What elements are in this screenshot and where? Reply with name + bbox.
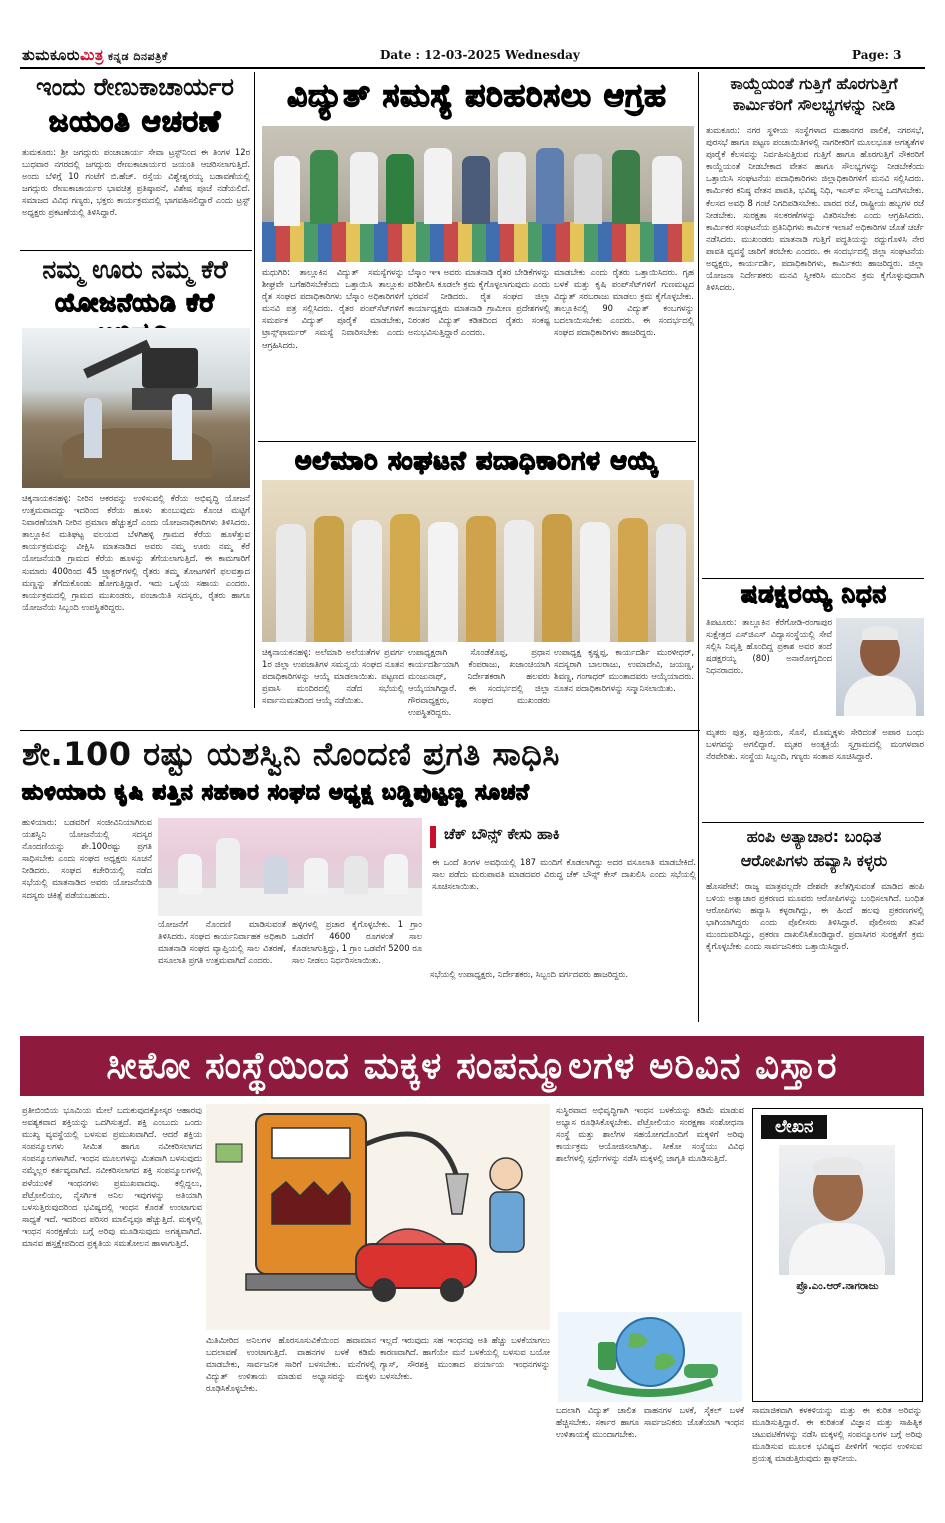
seeko-body-col4b: ಬದಲಾಗಿ ವಿದ್ಯುತ್ ಚಾಲಿತ ವಾಹನಗಳ ಬಳಕೆ, ಸೈಕಲ್ ಬಳಕೆ ಹೆಚ್ಚಿಸಬೇಕು. ಸರ್ಕಾರ ಹಾಗೂ ಸಾರ್ವಜನಿಕರು ಜೊತೆಯಾಗಿ ಇಂಧನ ಉಳಿತಾಯಕ್ಕೆ ಮುಂದಾಗಬೇಕು. xyxy=(556,1405,744,1440)
author-hair xyxy=(813,1157,863,1175)
column-divider xyxy=(254,72,255,708)
vidyut-body-col3: ಮಾಡಬೇಕು ಎಂದು ರೈತರು ಒತ್ತಾಯಿಸಿದರು. ಗೃಹ ಬಳಕೆ ಮತ್ತು ಕೃಷಿ ಪಂಪ್‌ಸೆಟ್‌ಗಳಿಗೆ ಗುಣಮಟ್ಟದ ವಿದ್ಯುತ್ ಸರಬರಾಜು ಮಾಡಲು ಕ್ರಮ ಕೈಗೊಳ್ಳಬೇಕು. ತಾಲ್ಲೂಕಿನಲ್ಲಿ 90 ವಿದ್ಯುತ್ ಕಂಬಗಳನ್ನು ಬದಲಾಯಿಸಬೇಕು ಎಂದರು. ಈ ಸಂದರ್ಭದಲ್ಲಿ ಸಂಘದ ಪದಾಧಿಕಾರಿಗಳು ಹಾಜರಿದ್ದರು. xyxy=(554,267,694,338)
seeko-body-col5: ಸಾಮಾಜಿಕವಾಗಿ ಕಳಕಳಿಯನ್ನು ಮತ್ತು ಈ ಕುರಿತ ಅರಿವನ್ನು ಮೂಡಿಸುತ್ತಿದ್ದಾರೆ. ಈ ಕುರಿತಂತೆ ವಿಜ್ಞಾನ ಮತ್ತು ಸಾಹಿತ್ಯಿಕ ಚಟುವಟಿಕೆಗಳನ್ನು ನಡೆಸಿ ಮಕ್ಕಳಲ್ಲಿ ಸಂಪನ್ಮೂಲಗಳ ಬಗ್ಗೆ ಅರಿವು ಮೂಡಿಸುವ ಮೂಲಕ ಭವಿಷ್ಯದ ಪೀಳಿಗೆಗೆ ಇಂಧನ ಉಳಿಸುವ ಪ್ರಯತ್ನ ಮಾಡುತ್ತಿರುವುದು ಶ್ಲಾಘನೀಯ. xyxy=(752,1405,922,1464)
person-photo xyxy=(580,522,610,642)
author-portrait xyxy=(779,1145,895,1275)
masthead-title xyxy=(22,46,168,64)
pragati-photo xyxy=(158,818,422,916)
kere-headline-2: ಯೋಜನೆಯಡಿ ಕೆರೆ xyxy=(55,288,215,317)
person-photo xyxy=(386,154,414,224)
article-divider xyxy=(702,578,924,579)
cheque-box xyxy=(430,822,696,962)
author-name: ಪ್ರೊ.ಎಂ.ಆರ್.ನಾಗರಾಜು xyxy=(796,1281,879,1292)
paper-name: ತುಮಕೂರು xyxy=(22,46,81,64)
seeko-body-col2: ಮಿತಿಮೀರಿದ ಅನಿಲಗಳ ಹೊರಸೂಸುವಿಕೆಯಿಂದ ಹವಾಮಾನ ಬದಲಾವಣೆ ಉಂಟಾಗುತ್ತಿದೆ. ವಾಹನಗಳ ಬಳಕೆ ಕಡಿಮೆ ಮಾಡಬೇಕು, ಸಾರ್ವಜನಿಕ ಸಾರಿಗೆ ಬಳಸಬೇಕು. ಮನೆಗಳಲ್ಲಿ ವಿದ್ಯುತ್ ಉಳಿತಾಯ ಮಾಡುವ ಅಭ್ಯಾಸವನ್ನು ಮಕ್ಕಳು ರೂಢಿಸಿಕೊಳ್ಳಬೇಕು. xyxy=(206,1335,376,1394)
person-photo xyxy=(276,524,306,642)
person-photo xyxy=(350,152,378,224)
hampi-body: ಹೊಸಪೇಟೆ: ರಾಜ್ಯ ಮಾತ್ರವಲ್ಲದೇ ದೇಶವೇ ತಲೆತಗ್ಗಿಸುವಂತೆ ಮಾಡಿದ ಹಂಪಿ ಬಳಿಯ ಅತ್ಯಾಚಾರ ಪ್ರಕರಣದ ಮೂವರು ಆರೋಪಿಗಳನ್ನು ಬಂಧಿಸಲಾಗಿದೆ. ಬಂಧಿತ ಆರೋಪಿಗಳು ಹವ್ಯಾಸಿ ಕಳ್ಳರಾಗಿದ್ದು, ಈ ಹಿಂದೆ ಹಲವು ಪ್ರಕರಣಗಳಲ್ಲಿ ಭಾಗಿಯಾಗಿದ್ದರು ಎಂದು ಪೊಲೀಸರು ತಿಳಿಸಿದ್ದಾರೆ. ಪೊಲೀಸರು ತನಿಖೆ ಮುಂದುವರಿಸಿದ್ದು, ಪ್ರಕರಣ ದಾಖಲಿಸಿಕೊಂಡಿದ್ದಾರೆ. ಪ್ರವಾಸಿಗರ ಸುರಕ್ಷತೆಗೆ ಕ್ರಮ ಕೈಗೊಳ್ಳಬೇಕು ಎಂದು ಸಾರ್ವಜನಿಕರು ಒತ್ತಾಯಿಸಿದ್ದಾರೆ. xyxy=(706,881,924,952)
vidyut-body-col2: ಬೆಸ್ಕಾಂ ಇಇ ಅವರು ಮಾತನಾಡಿ ರೈತರ ಬೇಡಿಕೆಗಳನ್ನು ಪರಿಶೀಲಿಸಿ ಕೂಡಲೇ ಕ್ರಮ ಕೈಗೊಳ್ಳಲಾಗುವುದು ಎಂದು ಭರವಸೆ ನೀಡಿದರು. ರೈತ ಸಂಘದ ಜಿಲ್ಲಾ ಕಾರ್ಯಾಧ್ಯಕ್ಷರು ಮಾತನಾಡಿ ಗ್ರಾಮೀಣ ಪ್ರದೇಶಗಳಲ್ಲಿ ನಿರಂತರ ವಿದ್ಯುತ್ ಕಡಿತದಿಂದ ರೈತರು ಸಂಕಷ್ಟ ಅನುಭವಿಸುತ್ತಿದ್ದಾರೆ ಎಂದರು. xyxy=(408,267,550,338)
person-photo xyxy=(498,152,526,224)
person-photo xyxy=(84,398,102,458)
alemari-body-col3: ಉಪಾಧ್ಯಕ್ಷ ಕೃಷ್ಣಪ್ಪ, ಕಾರ್ಯದರ್ಶಿ ಮುರಳೀಧರ್, ಸದಸ್ಯರಾಗಿ ಬಾಲರಾಜು, ಉಮಾದೇವಿ, ಜಯಣ್ಣ, ಶಿವಣ್ಣ, ಗಂಗಾಧರ್ ಮುಂತಾದವರು ಆಯ್ಕೆಯಾದರು. ನೂತನ ಪದಾಧಿಕಾರಿಗಳನ್ನು ಸನ್ಮಾನಿಸಲಾಯಿತು. xyxy=(554,647,694,694)
column-divider xyxy=(698,72,699,1022)
fuel-pump-illustration xyxy=(206,1104,550,1330)
shadakshari-portrait xyxy=(836,618,924,716)
kere-body: ಚಿಕ್ಕನಾಯಕನಹಳ್ಳಿ: ನೀರಿನ ಆಕರವನ್ನು ಉಳಿಸುವಲ್ಲಿ ಕೆರೆಯ ಅಭಿವೃದ್ಧಿ ಯೋಜನೆ ಉತ್ತಮವಾದದ್ದು ಇದರಿಂದ ಕೆರೆಯ ಹೂಳು ತುಂಬುವುದು ಕೊಂಚ ಮಟ್ಟಿಗೆ ನಿವಾರಣೆಯಾಗಿ ನೀರಿನ ಪ್ರಮಾಣ ಹೆಚ್ಚುತ್ತದೆ ಎಂದು ಯೋಜನಾಧಿಕಾರಿಗಳು ತಿಳಿಸಿದರು. ತಾಲ್ಲೂಕಿನ ಮತಿಘಟ್ಟ ವಲಯದ ಬೆಳಗಿಹಳ್ಳಿ ಗ್ರಾಮದ ಕೆರೆಯ ಹೂಳೆತ್ತುವ ಕಾರ್ಯಕ್ರಮವನ್ನು ವೀಕ್ಷಿಸಿ ಮಾತನಾಡಿದ ಅವರು ನಮ್ಮ ಊರು ನಮ್ಮ ಕೆರೆ ಯೋಜನೆಯಡಿ ಗ್ರಾಮದ ಕೆರೆಯ ಹೂಳನ್ನು ತೆಗೆಯಲಾಗುತ್ತಿದೆ. ಈ ಕಾಮಗಾರಿಗೆ ಸುಮಾರು 400ರಿಂದ 45 ಟ್ರ್ಯಾಕ್ಟರ್‌ಗಳಲ್ಲಿ ರೈತರು ತಮ್ಮ ತೋಟಗಳಿಗೆ ಫಲವತ್ತಾದ ಮಣ್ಣನ್ನು ತೆಗೆದುಕೊಂಡು ಹೋಗುತ್ತಿದ್ದಾರೆ. ಇದು ಒಳ್ಳೆಯ ಸಹಾಯ ಎಂದರು. ಕಾರ್ಯಕ್ರಮದಲ್ಲಿ ಗ್ರಾಮದ ಮುಖಂಡರು, ಪಂಚಾಯಿತಿ ಸದಸ್ಯರು, ರೈತರು ಹಾಗೂ ಯೋಜನೆಯ ಸಿಬ್ಬಂದಿ ಉಪಸ್ಥಿತರಿದ್ದರು. xyxy=(22,493,250,612)
fuel-pump-drawing xyxy=(206,1104,550,1330)
alemari-body-col1: ಚಿಕ್ಕನಾಯಕನಹಳ್ಳಿ: ಅಲೆಮಾರಿ ಅಲೆಯತೆಗಳ ಪ್ರವರ್ಗ 1ರ ಜಿಲ್ಲಾ ಉಪಜಾತಿಗಳ ಸಮನ್ವಯ ಸಂಘದ ನೂತನ ಪದಾಧಿಕಾರಿಗಳನ್ನು ಆಯ್ಕೆ ಮಾಡಲಾಯಿತು. ಪಟ್ಟಣದ ಪ್ರವಾಸಿ ಮಂದಿರದಲ್ಲಿ ನಡೆದ ಸಭೆಯಲ್ಲಿ ಸರ್ವಾನುಮತದಿಂದ ಆಯ್ಕೆ ನಡೆಯಿತು. xyxy=(262,647,404,706)
article-divider xyxy=(20,250,252,251)
excavator-arm xyxy=(83,340,151,379)
paper-subtitle: ಕನ್ನಡ ದಿನಪತ್ರಿಕೆ xyxy=(107,50,168,63)
shadakshari-body-bottom: ಮೃತರು ಪುತ್ರ, ಪುತ್ರಿಯರು, ಸೊಸೆ, ಮೊಮ್ಮಕ್ಕಳು ಸೇರಿದಂತೆ ಅಪಾರ ಬಂಧು ಬಳಗವನ್ನು ಅಗಲಿದ್ದಾರೆ. ಮೃತರ ಅಂತ್ಯಕ್ರಿಯೆ ಸ್ವಗ್ರಾಮದಲ್ಲಿ ಮಂಗಳವಾರ ನೆರವೇರಿತು. ಸಂಸ್ಥೆಯ ಸಿಬ್ಬಂದಿ, ಗಣ್ಯರು ಸಂತಾಪ ಸೂಚಿಸಿದ್ದಾರೆ. xyxy=(706,727,924,762)
person-photo xyxy=(264,856,288,894)
person-photo xyxy=(542,514,572,642)
portrait-hair xyxy=(862,626,898,640)
vidyut-headline: ವಿದ್ಯುತ್ ಸಮಸ್ಯೆ ಪರಿಹರಿಸಲು ಆಗ್ರಹ xyxy=(287,78,667,114)
renuka-headline-2: ಜಯಂತಿ ಆಚರಣೆ xyxy=(48,104,222,138)
kere-headline-1: ನಮ್ಮ ಊರು ನಮ್ಮ ಕೆರೆ xyxy=(42,255,228,284)
person-photo xyxy=(466,516,496,642)
masthead-rule xyxy=(20,67,925,69)
renuka-body: ತುಮಕೂರು: ಶ್ರೀ ಜಗದ್ಗುರು ಪಂಚಾಚಾರ್ಯ ಸೇವಾ ಟ್ರಸ್ಟ್‌ನಿಂದ ಈ ತಿಂಗಳ 12ರ ಬುಧವಾರ ನಗರದಲ್ಲಿ ಜಗದ್ಗುರು ರೇಣುಕಾಚಾರ್ಯರ ಜಯಂತಿ ಆಚರಿಸಲಾಗುತ್ತಿದೆ. ಅಂದು ಬೆಳಿಗ್ಗೆ 10 ಗಂಟೆಗೆ ಬಿ.ಹೆಚ್. ರಸ್ತೆಯ ವಿಶ್ವೇಶ್ವರಯ್ಯ ಬಡಾವಣೆಯಲ್ಲಿ ಜಗದ್ಗುರು ರೇಣುಕಾಚಾರ್ಯರ ಭಾವಚಿತ್ರ ಪ್ರತಿಷ್ಠಾಪನೆ, ವಿಶೇಷ ಪೂಜೆ ನಡೆಯಲಿದೆ. ಸಮಾಜದ ವಿವಿಧ ಗಣ್ಯರು, ಭಕ್ತರು ಕಾರ್ಯಕ್ರಮದಲ್ಲಿ ಭಾಗವಹಿಸಲಿದ್ದಾರೆ ಎಂದು ಟ್ರಸ್ಟ್ ಅಧ್ಯಕ್ಷರು ಪ್ರಕಟಣೆಯಲ್ಲಿ ತಿಳಿಸಿದ್ದಾರೆ. xyxy=(22,147,250,218)
shadakshari-body-top: ತಿಪಟೂರು: ತಾಲ್ಲೂಕಿನ ಕೆರೆಗೋಡಿ-ರಂಗಾಪುರ ಸುಕ್ಷೇತ್ರದ ಎಸ್‌ಜಿಎಸ್ ವಿದ್ಯಾಸಂಸ್ಥೆಯಲ್ಲಿ ಸೇವೆ ಸಲ್ಲಿಸಿ ನಿವೃತ್ತಿ ಹೊಂದಿದ್ದ ಪ್ರಕಾಶ ಅವರ ತಂದೆ ಷಡಕ್ಷರಯ್ಯ (80) ಅನಾರೋಗ್ಯದಿಂದ ನಿಧನರಾದರು. xyxy=(706,617,832,676)
issue-date: Date : 12-03-2025 Wednesday xyxy=(380,48,580,62)
article-divider xyxy=(702,822,924,823)
page-number: Page: 3 xyxy=(852,48,902,62)
alemari-photo xyxy=(262,480,694,642)
person-photo xyxy=(172,394,192,460)
striped-table-cloth xyxy=(262,222,694,262)
karmika-headline-2: ಕಾರ್ಮಿಕರಿಗೆ ಸೌಲಭ್ಯಗಳನ್ನು ನೀಡಿ xyxy=(732,96,896,114)
shadakshari-headline: ಷಡಕ್ಷರಯ್ಯ ನಿಧನ xyxy=(741,580,887,608)
paper-name-red: ಮಿತ್ರ xyxy=(80,46,104,64)
person-photo xyxy=(574,154,602,224)
portrait-shirt xyxy=(844,676,916,716)
lekhana-box xyxy=(752,1108,923,1402)
person-photo xyxy=(310,150,338,224)
pragati-subheadline: ಹುಳಿಯಾರು ಕೃಷಿ ಪತ್ತಿನ ಸಹಕಾರ ಸಂಘದ ಅಧ್ಯಕ್ಷ ಬಡ್ಡಿಪುಟ್ಟಣ್ಣ ಸೂಚನೆ xyxy=(22,780,530,804)
pragati-body-col1: ಹುಳಿಯಾರು: ಬಡವರಿಗೆ ಸಂಜೀವಿನಿಯಾಗಿರುವ ಯಶಸ್ವಿನಿ ಯೋಜನೆಯಲ್ಲಿ ಸದಸ್ಯರ ನೊಂದಣಿಯನ್ನು ಶೇ.100ರಷ್ಟು ಪ್ರಗತಿ ಸಾಧಿಸಬೇಕು ಎಂದು ಸಂಘದ ಅಧ್ಯಕ್ಷರು ಸೂಚನೆ ನೀಡಿದರು. ಸಂಘದ ಕಚೇರಿಯಲ್ಲಿ ನಡೆದ ಸಭೆಯಲ್ಲಿ ಮಾತನಾಡಿದ ಅವರು ಯೋಜನೆಯಡಿ ಸದಸ್ಯರು ಚಿಕಿತ್ಸೆ ಪಡೆಯಬಹುದು. xyxy=(22,817,152,900)
vidyut-body-col1: ಮಧುಗಿರಿ: ತಾಲ್ಲೂಕಿನ ವಿದ್ಯುತ್ ಸಮಸ್ಯೆಗಳನ್ನು ಶೀಘ್ರವೇ ಬಗೆಹರಿಸಬೇಕೆಂದು ಒತ್ತಾಯಿಸಿ ತಾಲ್ಲೂಕು ರೈತ ಸಂಘದ ಪದಾಧಿಕಾರಿಗಳು ಬೆಸ್ಕಾಂ ಅಧಿಕಾರಿಗಳಿಗೆ ಮನವಿ ಪತ್ರ ಸಲ್ಲಿಸಿದರು. ರೈತರ ಪಂಪ್‌ಸೆಟ್‌ಗಳಿಗೆ ಸಮರ್ಪಕ ವಿದ್ಯುತ್ ಪೂರೈಕೆ ಮಾಡಬೇಕು, ಟ್ರಾನ್ಸ್‌ಫಾರ್ಮರ್ ಸಮಸ್ಯೆ ನಿವಾರಿಸಬೇಕು ಎಂದು ಆಗ್ರಹಿಸಿದರು. xyxy=(262,267,404,350)
person-photo xyxy=(536,148,564,224)
person-photo xyxy=(612,150,640,224)
globe-drawing xyxy=(558,1312,742,1402)
seeko-banner: ಸೀಕೋ ಸಂಸ್ಥೆಯಿಂದ ಮಕ್ಕಳ ಸಂಪನ್ಮೂಲಗಳ ಅರಿವಿನ ವಿಸ್ತಾರ xyxy=(20,1036,924,1096)
alemari-headline: ಅಲೆಮಾರಿ ಸಂಘಟನೆ ಪದಾಧಿಕಾರಿಗಳ ಆಯ್ಕೆ xyxy=(294,446,660,475)
author-shirt xyxy=(789,1223,885,1275)
hampi-headline-1: ಹಂಪಿ ಅತ್ಯಾಚಾರ: ಬಂಧಿತ xyxy=(746,827,882,846)
globe-illustration xyxy=(558,1312,742,1402)
article-divider xyxy=(20,730,700,731)
person-photo xyxy=(504,520,534,642)
pragati-body-col4: ಸಭೆಯಲ್ಲಿ ಉಪಾಧ್ಯಕ್ಷರು, ನಿರ್ದೇಶಕರು, ಸಿಬ್ಬಂದಿ ವರ್ಗದವರು ಹಾಜರಿದ್ದರು. xyxy=(430,969,629,979)
kere-photo xyxy=(22,328,250,488)
seeko-body-col1: ಪ್ರತೀಬಿಂಬಿಯ ಭೂಮಿಯ ಮೇಲೆ ಬದುಕುವುದಕ್ಕೋಸ್ಕರ ಆಹಾರವು ಅವಶ್ಯಕವಾದ ಶಕ್ತಿಯನ್ನು ಒದಗಿಸುತ್ತದೆ. ಶಕ್ತಿ ಎಂಬುದು ಒಂದು ಮುಖ್ಯ ವ್ಯವಸ್ಥೆಯಲ್ಲಿ ಬಳಸುವ ಪ್ರಮುಖವಾಗಿದೆ. ಆದರೆ ಶಕ್ತಿಯ ಸಂಪನ್ಮೂಲಗಳು ಸೀಮಿತ ಹಾಗೂ ನವೀಕರಿಸಲಾಗದ ಸಂಪನ್ಮೂಲಗಳಾಗಿವೆ. ಇಂಧನ ಮೂಲಗಳನ್ನು ಮಿತವಾಗಿ ಬಳಸುವುದು ನಮ್ಮೆಲ್ಲರ ಕರ್ತವ್ಯವಾಗಿದೆ. ನವೀಕರಿಸಲಾಗದ ಶಕ್ತಿ ಸಂಪನ್ಮೂಲಗಳಲ್ಲಿ ಪಳೆಯುಳಿಕೆ ಇಂಧನಗಳು ಪ್ರಮುಖವಾದವು. ಕಲ್ಲಿದ್ದಲು, ಪೆಟ್ರೋಲಿಯಂ, ನೈಸರ್ಗಿಕ ಅನಿಲ ಇವುಗಳನ್ನು ಅತಿಯಾಗಿ ಬಳಸುತ್ತಿರುವುದರಿಂದ ಭವಿಷ್ಯದಲ್ಲಿ ಇಂಧನ ಕೊರತೆ ಉಂಟಾಗುವ ಸಾಧ್ಯತೆ ಇದೆ. ಇದರಿಂದ ಪರಿಸರ ಮಾಲಿನ್ಯವೂ ಹೆಚ್ಚುತ್ತಿದೆ. ಮಕ್ಕಳಲ್ಲಿ ಇಂಧನ ಸಂರಕ್ಷಣೆಯ ಬಗ್ಗೆ ಅರಿವು ಮೂಡಿಸುವುದು ಅಗತ್ಯವಾಗಿದೆ. ಮಾನವ ಹಸ್ತಕ್ಷೇಪದಿಂದ ಪ್ರಕೃತಿಯ ಸಮತೋಲನ ಹಾಳಾಗುತ್ತಿದೆ. xyxy=(22,1105,202,1249)
person-photo xyxy=(274,156,300,226)
person-photo xyxy=(216,838,240,894)
seeko-body-col4: ಸುಸ್ಥಿರವಾದ ಅಭಿವೃದ್ಧಿಗಾಗಿ ಇಂಧನ ಬಳಕೆಯನ್ನು ಕಡಿಮೆ ಮಾಡುವ ಅಭ್ಯಾಸ ರೂಢಿಸಿಕೊಳ್ಳಬೇಕು. ಪೆಟ್ರೋಲಿಯಂ ಸಂರಕ್ಷಣಾ ಸಂಶೋಧನಾ ಸಂಸ್ಥೆ ಮತ್ತು ಶಾಲೆಗಳ ಸಹಯೋಗದೊಂದಿಗೆ ಮಕ್ಕಳಿಗೆ ಅರಿವು ಕಾರ್ಯಕ್ರಮ ಆಯೋಜಿಸಲಾಗಿತ್ತು. ಸೀಕೋ ಸಂಸ್ಥೆಯು ವಿವಿಧ ಶಾಲೆಗಳಲ್ಲಿ ಸ್ಪರ್ಧೆಗಳನ್ನು ನಡೆಸಿ ಮಕ್ಕಳಲ್ಲಿ ಜಾಗೃತಿ ಮೂಡಿಸುತ್ತಿದೆ. xyxy=(556,1105,744,1164)
vidyut-photo xyxy=(262,126,694,262)
excavator-cab xyxy=(142,348,198,388)
person-photo xyxy=(344,856,368,894)
karmika-headline-1: ಕಾಯ್ದೆಯಂತೆ ಗುತ್ತಿಗೆ ಹೊರಗುತ್ತಿಗೆ xyxy=(730,75,898,93)
article-divider xyxy=(258,441,696,442)
seeko-body-col3: ಇಲ್ಲದೆ ಇರುವುದು ಸಹ ಇಂಧನವು ಅತಿ ಹೆಚ್ಚು ಬಳಕೆಯಾಗಲು ಕಾರಣವಾಗಿದೆ. ಹಾಗೆಯೇ ಮನೆ ಬಳಕೆಯಲ್ಲಿ ಬಳಸುವ ಬಯೋ ಗ್ಯಾಸ್, ಸೌರಶಕ್ತಿ ಮುಂತಾದ ಪರ್ಯಾಯ ಇಂಧನಗಳನ್ನು ಬಳಸಬೇಕು. xyxy=(380,1335,550,1382)
alemari-body-col2: ಉಪಾಧ್ಯಕ್ಷರಾಗಿ ಸೊಂಡೆಕೊಪ್ಪ, ಪ್ರಧಾನ ಕಾರ್ಯದರ್ಶಿಯಾಗಿ ಕೆಂಪರಾಜು, ಖಜಾಂಚಿಯಾಗಿ ಮಂಜುನಾಥ್, ನಿರ್ದೇಶಕರಾಗಿ ಹಲವರು ಆಯ್ಕೆಯಾಗಿದ್ದಾರೆ. ಈ ಸಂದರ್ಭದಲ್ಲಿ ಜಿಲ್ಲಾ ಗೌರವಾಧ್ಯಕ್ಷರು, ಸಂಘದ ಮುಖಂಡರು ಉಪಸ್ಥಿತರಿದ್ದರು. xyxy=(408,647,550,718)
person-photo xyxy=(352,520,382,642)
karmika-body: ತುಮಕೂರು: ನಗರ ಸ್ಥಳೀಯ ಸಂಸ್ಥೆಗಳಾದ ಮಹಾನಗರ ಪಾಲಿಕೆ, ನಗರಸಭೆ, ಪುರಸಭೆ ಹಾಗೂ ಪಟ್ಟಣ ಪಂಚಾಯಿತಿಗಳಲ್ಲಿ ನಾಗರೀಕರಿಗೆ ಮೂಲಭೂತ ಅಗತ್ಯತೆಗಳ ಪೂರೈಕೆ ಕೆಲಸವನ್ನು ನಿರ್ವಹಿಸುತ್ತಿರುವ ಗುತ್ತಿಗೆ ಹಾಗೂ ಹೊರಗುತ್ತಿಗೆ ನೌಕರರಿಗೆ ಕಾಯ್ದೆಯಂತೆ ನೀಡಬೇಕಾದ ವೇತನ ಹಾಗೂ ಸೌಲಭ್ಯಗಳನ್ನು ನೀಡಬೇಕೆಂದು ಒತ್ತಾಯಿಸಿ ಸಂಘಟನೆಯ ಪದಾಧಿಕಾರಿಗಳು ಜಿಲ್ಲಾಧಿಕಾರಿಗಳಿಗೆ ಮನವಿ ಸಲ್ಲಿಸಿದರು. ಕಾರ್ಮಿಕರ ಕನಿಷ್ಠ ವೇತನ ಪಾವತಿ, ಭವಿಷ್ಯ ನಿಧಿ, ಇಎಸ್ಐ ಸೌಲಭ್ಯ ಒದಗಿಸಬೇಕು. ಕೆಲಸದ ಅವಧಿ 8 ಗಂಟೆ ನಿಗದಿಪಡಿಸಬೇಕು. ವಾರದ ರಜೆ, ರಾಷ್ಟ್ರೀಯ ಹಬ್ಬಗಳ ರಜೆ ನೀಡಬೇಕು. ಸುರಕ್ಷತಾ ಸಲಕರಣೆಗಳನ್ನು ವಿತರಿಸಬೇಕು ಎಂದು ಆಗ್ರಹಿಸಿದರು. ಕಾರ್ಮಿಕರ ಸಂಘಟನೆಯ ಪ್ರತಿನಿಧಿಗಳು ಕಾರ್ಮಿಕ ಇಲಾಖೆ ಅಧಿಕಾರಿಗಳ ಜೊತೆ ಚರ್ಚೆ ನಡೆಸಿದರು. ಮುಖಂಡರು ಮಾತನಾಡಿ ಗುತ್ತಿಗೆ ಪದ್ಧತಿಯನ್ನು ರದ್ದುಗೊಳಿಸಿ ನೇರ ಪಾವತಿ ವ್ಯವಸ್ಥೆ ಜಾರಿಗೆ ತರಬೇಕು ಎಂದರು. ಈ ಸಂದರ್ಭದಲ್ಲಿ ಜಿಲ್ಲಾ ಸಂಘಟನೆಯ ಅಧ್ಯಕ್ಷರು, ಕಾರ್ಯದರ್ಶಿ, ಪದಾಧಿಕಾರಿಗಳು, ಕಾರ್ಮಿಕರು ಹಾಜರಿದ್ದರು. ಜಿಲ್ಲಾ ಯೋಜನಾ ನಿರ್ದೇಶಕರು ಮನವಿ ಸ್ವೀಕರಿಸಿ ಮುಂದಿನ ಕ್ರಮ ಕೈಗೊಳ್ಳುವುದಾಗಿ ತಿಳಿಸಿದರು. xyxy=(706,125,924,293)
person-photo xyxy=(652,156,682,224)
person-photo xyxy=(462,156,490,224)
cheque-body: ಈ ಒಂದೆ ತಿಂಗಳ ಅವಧಿಯಲ್ಲಿ 187 ಮಂದಿಗೆ ಕೊಡಲಾಗಿದ್ದು ಅದರ ವಸೂಲಾತಿ ಮಾಡಬೇಕಿದೆ. ಸಾಲ ಪಡೆದು ಮರುಪಾವತಿ ಮಾಡದವರ ವಿರುದ್ಧ ಚೆಕ್ ಬೌನ್ಸ್ ಕೇಸ್ ದಾಖಲಿಸಿ ಎಂದು ಸಭೆಯಲ್ಲಿ ಸೂಚಿಸಲಾಯಿತು. xyxy=(432,857,696,892)
cheque-accent-bar xyxy=(430,826,436,848)
pragati-body-col3: ಹಳ್ಳಿಗಳಲ್ಲಿ ಪ್ರಚಾರ ಕೈಗೊಳ್ಳಬೇಕು. 1 ಗ್ರಾಂ ಒಡವೆಗೆ 4600 ರೂಗಳಂತೆ ಸಾಲ ಕೊಡಲಾಗುತ್ತಿದ್ದು, 1 ಗ್ರಾಂ ಒಡವೆಗೆ 5200 ರೂ ಸಾಲ ನೀಡಲು ನಿರ್ಧರಿಸಲಾಯಿತು. xyxy=(292,919,422,966)
person-photo xyxy=(314,516,344,642)
lekhana-title: ಲೇಖನ xyxy=(761,1115,827,1139)
renuka-headline-1: ಇಂದು ರೇಣುಕಾಚಾರ್ಯರ xyxy=(36,73,234,101)
person-photo xyxy=(178,854,202,894)
person-photo xyxy=(390,514,420,642)
pragati-body-col2: ಯೋಜನೆಗೆ ನೊಂದಣಿ ಮಾಡಿಸುವಂತೆ ತಿಳಿಸಿದರು. ಸಂಘದ ಕಾರ್ಯನಿರ್ವಾಹಕ ಅಧಿಕಾರಿ ಮಾತನಾಡಿ ಸಂಘದ ವ್ಯಾಪ್ತಿಯಲ್ಲಿ ಸಾಲ ವಿತರಣೆ, ವಸೂಲಾತಿ ಪ್ರಗತಿ ಉತ್ತಮವಾಗಿದೆ ಎಂದರು. xyxy=(158,919,286,966)
pragati-headline: ಶೇ.100 ರಷ್ಟು ಯಶಸ್ವಿನಿ ನೊಂದಣಿ ಪ್ರಗತಿ ಸಾಧಿಸಿ xyxy=(22,735,560,773)
person-photo xyxy=(656,524,686,642)
cheque-headline: ಚೆಕ್ ಬೌನ್ಸ್ ಕೇಸು ಹಾಕಿ xyxy=(444,825,560,843)
person-photo xyxy=(618,518,648,642)
person-photo xyxy=(424,148,452,224)
person-photo xyxy=(384,854,408,894)
person-photo xyxy=(428,522,458,642)
hampi-headline-2: ಆರೋಪಿಗಳು ಹವ್ಯಾಸಿ ಕಳ್ಳರು xyxy=(740,851,888,870)
person-photo xyxy=(304,858,328,894)
